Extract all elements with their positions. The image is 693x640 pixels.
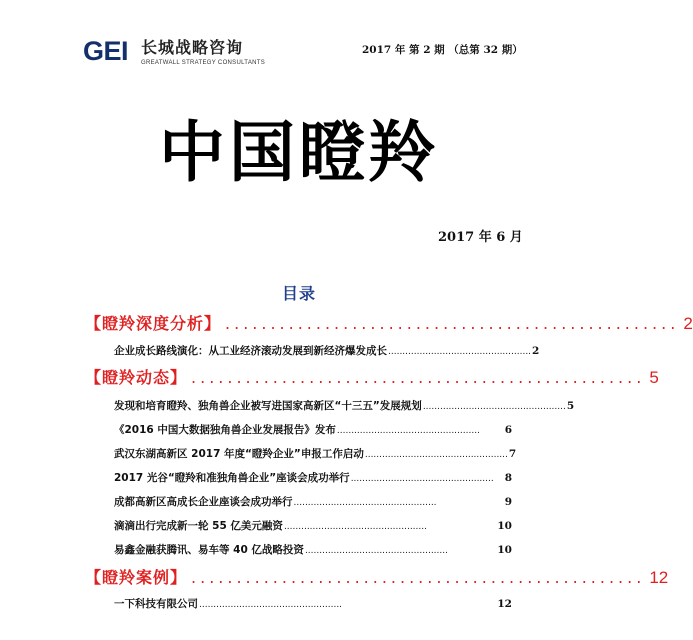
- logo-chinese-name: 长城战略咨询: [141, 38, 244, 57]
- toc-leader: ..................................................: [364, 450, 508, 460]
- toc-leader: ..................................................: [225, 314, 680, 333]
- toc-entry[interactable]: [114, 422, 512, 439]
- toc-entry-page: 10: [497, 520, 512, 532]
- toc-heading: 目录: [281, 284, 316, 303]
- toc-section[interactable]: [85, 367, 659, 389]
- toc-section-label: 【瞪羚案例】: [85, 568, 188, 587]
- toc-leader: ..................................................: [283, 522, 427, 532]
- toc-entry[interactable]: [114, 494, 512, 511]
- toc-section-page: 5: [649, 368, 659, 387]
- toc-entry-label: 《2016 中国大数据独角兽企业发展报告》发布: [114, 424, 336, 436]
- toc-entry[interactable]: [114, 446, 517, 463]
- issue-number: 2017 年 第 2 期 （总第 32 期）: [362, 44, 523, 56]
- toc-section-page: 12: [649, 568, 669, 587]
- toc-section-label: 【瞪羚动态】: [85, 368, 188, 387]
- toc-leader: ..................................................: [388, 347, 532, 357]
- toc-entry[interactable]: [114, 542, 512, 559]
- toc-entry-label: 易鑫金融获腾讯、易车等 40 亿战略投资: [114, 544, 304, 556]
- logo-english-name: GREATWALL STRATEGY CONSULTANTS: [141, 60, 266, 66]
- toc-entry-label: 一下科技有限公司: [114, 598, 198, 610]
- toc-leader: ..................................................: [191, 368, 646, 387]
- toc-section-page: 2: [683, 314, 693, 333]
- toc-entry-label: 武汉东湖高新区 2017 年度“瞪羚企业”申报工作启动: [114, 448, 364, 460]
- toc-entry-page: 6: [504, 424, 512, 436]
- toc-entry[interactable]: [114, 518, 512, 535]
- toc-section[interactable]: [85, 313, 693, 335]
- toc-entry-label: 企业成长路线演化：从工业经济滚动发展到新经济爆发成长: [114, 345, 387, 357]
- toc-entry-page: 9: [504, 496, 512, 508]
- toc-leader: ..................................................: [191, 568, 646, 587]
- toc-leader: ..................................................: [293, 498, 437, 508]
- toc-entry[interactable]: [114, 343, 540, 360]
- toc-section[interactable]: [85, 567, 669, 589]
- toc-entry-page: 7: [508, 448, 517, 460]
- toc-entry-page: 10: [497, 544, 512, 556]
- toc-entry-label: 滴滴出行完成新一轮 55 亿美元融资: [114, 520, 283, 532]
- toc-leader: ..................................................: [422, 402, 566, 412]
- publication-title: 中国瞪羚: [159, 113, 439, 191]
- toc-entry-page: 5: [566, 400, 575, 412]
- toc-section-label: 【瞪羚深度分析】: [85, 314, 222, 333]
- toc-entry[interactable]: [114, 398, 575, 415]
- toc-entry-label: 成都高新区高成长企业座谈会成功举行: [114, 496, 293, 508]
- toc-leader: ..................................................: [350, 474, 494, 484]
- toc-entry-label: 2017 光谷“瞪羚和准独角兽企业”座谈会成功举行: [114, 472, 350, 484]
- toc-leader: ..................................................: [304, 546, 448, 556]
- toc-entry-page: 12: [497, 598, 512, 610]
- toc-entry-label: 发现和培育瞪羚、独角兽企业被写进国家高新区“十三五”发展规划: [114, 400, 422, 412]
- toc-entry[interactable]: [114, 470, 512, 487]
- toc-leader: ..................................................: [336, 426, 480, 436]
- toc-entry-page: 2: [532, 345, 540, 357]
- toc-leader: ..................................................: [199, 600, 343, 610]
- toc-entry-page: 8: [504, 472, 512, 484]
- publication-date: 2017 年 6 月: [438, 230, 523, 245]
- toc-entry[interactable]: [114, 596, 512, 613]
- logo-abbreviation: GEI: [83, 36, 129, 66]
